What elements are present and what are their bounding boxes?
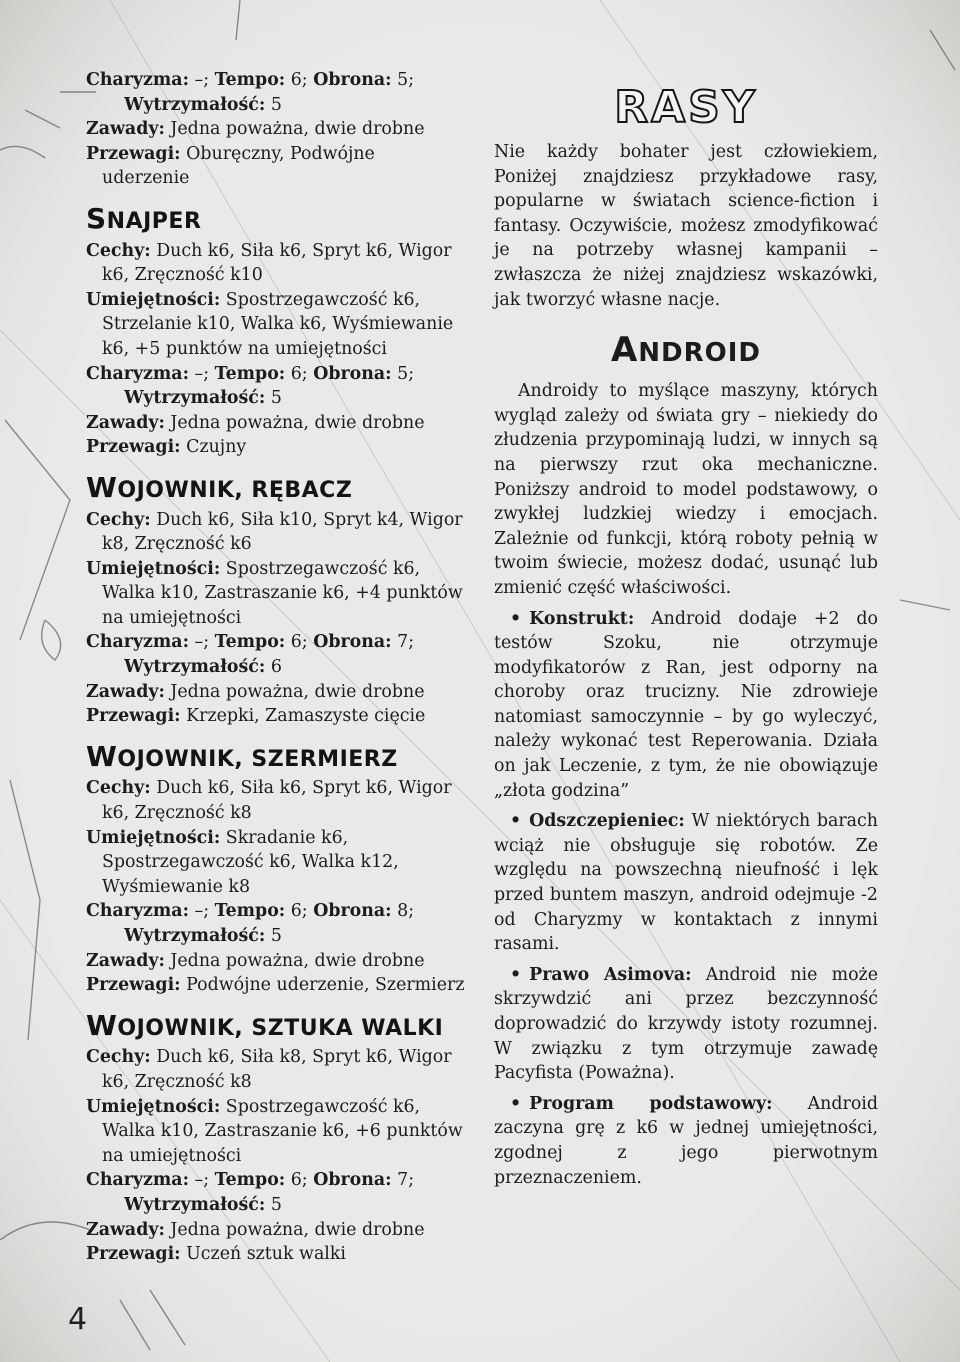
stat-line: Zawady: Jedna poważna, dwie drobne [86,681,425,702]
intro-stat-block [86,68,466,191]
stat-line: Zawady: Jedna poważna, dwie drobne [86,119,425,140]
trait-konstrukt: • Konstrukt: Android dodaje +2 do testów Szoku, nie otrzymuje modyfikatorów z Ran, jest odporny na choroby oraz trucizny. Nie zdrowieje natomiast samoczynnie – by go wyleczyć, należy wykonać test Reperowania. Działa on jak Leczenie, z tym, że nie obowiązuje „złota godzina” [494,608,878,801]
page-number: 4 [68,1302,88,1337]
section-wojownik-szermierz [86,739,466,998]
chapter-title: RASY [614,82,758,133]
stat-line: Przewagi: Podwójne uderzenie, Szermierz [86,975,465,996]
stat-line: Przewagi: Oburęczny, Podwójne uderzenie [86,143,375,189]
section-snajper [86,201,466,460]
stat-line: Charyzma: –; Tempo: 6; Obrona: 7; Wytrzymałość: 6 [86,632,415,678]
stat-line: Cechy: Duch k6, Siła k8, Spryt k6, Wigor k6, Zręczność k8 [86,1047,452,1092]
stat-line: Cechy: Duch k6, Siła k6, Spryt k6, Wigor k6, Zręczność k8 [86,778,452,824]
trait-prawo-asimova: • Prawo Asimova: Android nie może skrzywdzić ani przez bezczynność doprowadzić do krzywdy istoty rozumnej. W związku z tym otrzymuje zawadę Pacyfista (Poważna). [494,964,878,1084]
stat-line: Przewagi: Krzepki, Zamaszyste cięcie [86,706,426,727]
stat-line: Cechy: Duch k6, Siła k10, Spryt k4, Wigor k8, Zręczność k6 [86,509,463,555]
stat-line: Umiejętności: Spostrzegawczość k6, Walka k10, Zastraszanie k6, +6 punktów na umiejętności [86,1096,463,1166]
stat-line: Przewagi: Uczeń sztuk walki [86,1244,346,1265]
stat-line: Zawady: Jedna poważna, dwie drobne [86,950,425,971]
stat-line: Cechy: Duch k6, Siła k6, Spryt k6, Wigor k6, Zręczność k10 [86,240,452,286]
section-wojownik-sztuka-walki [86,1008,466,1267]
bullet-icon: • [510,1093,522,1114]
left-column [86,68,466,1267]
stat-line: Umiejętności: Spostrzegawczość k6, Walka k10, Zastraszanie k6, +4 punktów na umiejętności [86,558,463,628]
stat-line: Charyzma: –; Tempo: 6; Obrona: 7; Wytrzymałość: 5 [86,1170,415,1215]
stat-line: Umiejętności: Skradanie k6, Spostrzegawczość k6, Walka k12, Wyśmiewanie k8 [86,827,399,897]
section-wojownik-rebacz [86,470,466,729]
stat-line: Zawady: Jedna poważna, dwie drobne [86,412,425,433]
bullet-icon: • [510,964,522,985]
stat-line: Zawady: Jedna poważna, dwie drobne [86,1219,425,1240]
section-title: WOJOWNIK, RĘBACZ [86,470,353,504]
section-title: WOJOWNIK, SZTUKA WALKI [86,1008,444,1042]
stat-line: Charyzma: –; Tempo: 6; Obrona: 5; Wytrzymałość: 5 [86,363,415,409]
section-title-android: ANDROID [610,330,762,371]
android-description: Androidy to myślące maszyny, których wygląd zależy od świata gry – niekiedy do złudzenia przypominają ludzi, w innych są na pierwszy rzut oka mechaniczne. Poniższy android to model podstawowy, o zwykłej ludzkiej wiedzy i emocjach. Zależnie od funkcji, którą roboty pełnią w twoim świecie, możesz dodać, usunąć lub zmienić część właściwości. [494,381,878,598]
stat-line: Umiejętności: Spostrzegawczość k6, Strzelanie k10, Walka k6, Wyśmiewanie k6, +5 punktów na umiejętności [86,289,454,359]
trait-odszczepieniec: • Odszczepieniec: W niektórych barach wciąż nie obsługuje się robotów. Ze względu na powszechną nieufność i lęk przed buntem maszyn, android odejmuje -2 od Charyzmy w kontaktach z innymi rasami. [494,811,878,955]
right-column [494,68,878,1190]
trait-program-podstawowy: • Program podstawowy: Android zaczyna grę z k6 w jednej umiejętności, zgodnej z jego pierwotnym przeznaczeniem. [494,1093,878,1188]
stat-line: Charyzma: –; Tempo: 6; Obrona: 8; Wytrzymałość: 5 [86,901,415,946]
stat-line: Przewagi: Czujny [86,437,247,458]
intro-paragraph: Nie każdy bohater jest człowiekiem, Poniżej znajdziesz przykładowe rasy, popularne w światach science-fiction i fantasy. Oczywiście, możesz zmodyfikować je na potrzeby własnej kampanii – zwłaszcza że niżej znajdziesz wskazówki, jak tworzyć własne nacje. [494,142,878,310]
stat-line: Charyzma: –; Tempo: 6; Obrona: 5; Wytrzymałość: 5 [86,70,415,115]
bullet-icon: • [510,811,522,832]
section-title: WOJOWNIK, SZERMIERZ [86,739,398,773]
section-title: SNAJPER [86,201,202,235]
bullet-icon: • [510,608,522,629]
